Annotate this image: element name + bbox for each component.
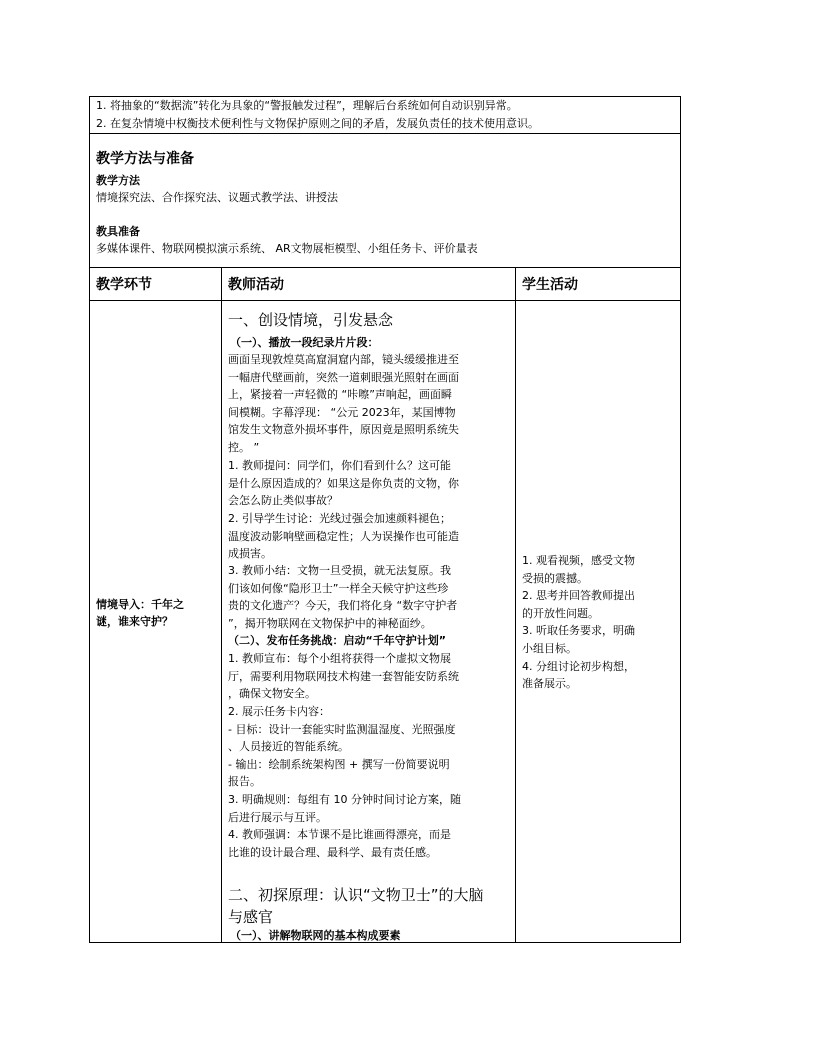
- tools-text: 多媒体课件、物联网模拟演示系统、 AR文物展柜模型、小组任务卡、评价量表: [96, 242, 478, 255]
- teacher-paragraph-taskcard: 2. 展示任务卡内容： - 目标：设计一套能实时监测温湿度、光照强度 、人员接近的智能系统。 - 输出：绘制系统架构图 + 撰写一份简要说明 报告。: [228, 705, 456, 789]
- teacher-paragraph-emphasis: 4. 教师强调：本节课不是比谁画得漂亮，而是 比谁的设计最合理、最科学、最有责任感。: [228, 828, 451, 859]
- method-label: 教学方法: [96, 174, 140, 187]
- stage-name-line2: 谜，谁来守护？: [96, 615, 173, 628]
- lesson-plan-table: [89, 96, 681, 943]
- teacher-sub-2-title: （二）、发布任务挑战：启动“千年守护计划”: [228, 634, 446, 647]
- teacher-paragraph-summary: 3. 教师小结：文物一旦受损，就无法复原。我 们该如何像“隐形卫士”一样全天候守护这些珍 贵的文化遗产？今天，我们将化身 “数字守护者 ”，揭开物联网在文物保护中的神秘面纱。: [228, 564, 458, 630]
- teacher-section-2-title-line2: 与感官: [228, 908, 274, 926]
- teacher-sub-3-title: （一）、讲解物联网的基本构成要素: [230, 929, 401, 942]
- stage-name-line1: 情境导入：千年之: [96, 598, 184, 611]
- section-title-methods: 教学方法与准备: [96, 151, 194, 167]
- teacher-paragraph-question: 1. 教师提问：同学们，你们看到什么？这可能 是什么原因造成的？如果这是你负责的文物，你 会怎么防止类似事故？: [228, 459, 459, 508]
- student-activities: 1. 观看视频，感受文物 受损的震撼。 2. 思考并回答教师提出 的开放性问题。 3. 听取任务要求，明确 小组目标。 4. 分组讨论初步构想， 准备展示。: [522, 554, 635, 691]
- objective-2: 2. 在复杂情境中权衡技术便利性与文物保护原则之间的矛盾，发展负责任的技术使用意识。: [96, 117, 539, 130]
- column-divider: [221, 267, 222, 942]
- teacher-paragraph-announce: 1. 教师宣布：每个小组将获得一个虚拟文物展 厅，需要利用物联网技术构建一套智能安防系统 ，确保文物安全。: [228, 652, 459, 701]
- row-divider: [90, 133, 680, 134]
- header-stage: 教学环节: [96, 277, 152, 293]
- objective-1: 1. 将抽象的“数据流”转化为具象的“警报触发过程”，理解后台系统如何自动识别异常。: [96, 99, 518, 112]
- teacher-paragraph-rules: 3. 明确规则：每组有 10 分钟时间讨论方案，随 后进行展示与互评。: [228, 793, 461, 824]
- header-teacher: 教师活动: [228, 277, 284, 293]
- method-text: 情境探究法、合作探究法、议题式教学法、讲授法: [96, 191, 338, 204]
- teacher-paragraph-video: 画面呈现敦煌莫高窟洞窟内部，镜头缓缓推进至 一幅唐代壁画前，突然一道刺眼强光照射在画面 上，紧接着一声轻微的 “咔嚓”声响起，画面瞬 间模糊。字幕浮现： “公元 2023年，某国博物 馆发生文物意外损坏事件，原因竟是照明系统失 控。 ”: [228, 353, 459, 454]
- teacher-section-2-title-line1: 二、初探原理：认识“文物卫士”的大脑: [228, 886, 484, 904]
- row-divider: [90, 300, 680, 301]
- tools-label: 教具准备: [96, 225, 140, 238]
- teacher-sub-1-title: （一）、播放一段纪录片片段：: [230, 336, 379, 349]
- header-student: 学生活动: [522, 277, 578, 293]
- teacher-paragraph-discussion: 2. 引导学生讨论：光线过强会加速颜料褪色； 温度波动影响壁画稳定性；人为误操作也可能造 成损害。: [228, 512, 459, 561]
- column-divider: [515, 267, 516, 942]
- teacher-section-1-title: 一、创设情境，引发悬念: [228, 311, 394, 329]
- row-divider: [90, 267, 680, 268]
